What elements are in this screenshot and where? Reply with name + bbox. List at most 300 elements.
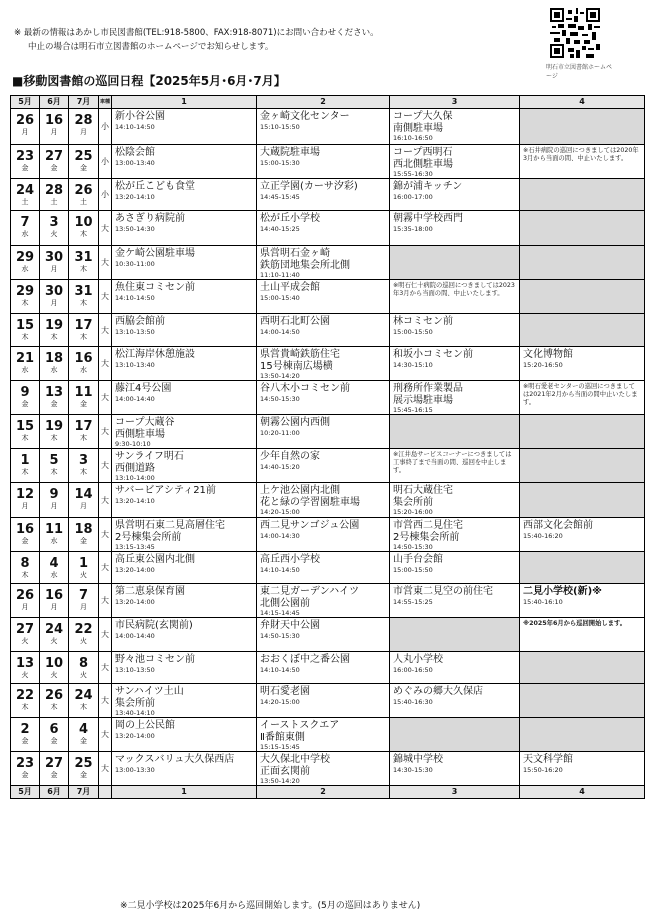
stop-name: 刑務所作業製品 展示場駐車場 [393,383,463,406]
date-may [11,415,40,449]
stop-cell [390,518,520,552]
stop-cell [390,684,520,718]
date-weekday: 月 [21,603,29,611]
date-jun [40,179,69,211]
stop-time: 14:00-14:40 [115,631,155,640]
date-weekday: 月 [50,128,58,136]
stop-name: 藤江4号公園 [115,383,172,394]
stop-cell [257,684,390,718]
date-jul [69,483,99,518]
date-weekday: 土 [50,198,58,206]
vehicle-type: 小 [99,145,112,179]
date-weekday: 火 [80,637,87,645]
date-weekday: 土 [80,198,87,206]
date-day: 9 [20,385,30,400]
date-day: 4 [78,722,89,737]
date-jun [40,449,69,483]
stop-cell [520,347,645,381]
vehicle-type: 大 [99,449,112,483]
footer-col-1: 1 [112,786,257,799]
stop-name: 松が丘こども食堂 [115,181,195,192]
date-jul [69,684,99,718]
date-may [11,718,40,752]
empty-cell [520,211,645,246]
stop-time: 9:30-10:10 [115,440,151,448]
stop-name: 天文科学館 [523,754,573,765]
date-day: 23 [15,756,35,771]
date-jun [40,211,69,246]
date-weekday: 土 [21,198,29,206]
table-row [11,280,645,314]
date-may [11,449,40,483]
date-day: 2 [20,722,30,737]
date-day: 24 [44,622,64,637]
header-jul: 7月 [69,96,99,109]
date-weekday: 金 [80,737,87,745]
date-weekday: 金 [80,771,87,779]
note-cell [390,449,520,483]
table-row [11,618,645,652]
stop-cell [112,752,257,786]
date-weekday: 月 [80,502,87,510]
footer-kind [99,786,112,799]
date-weekday: 木 [50,333,58,341]
stop-name: 市営西二見住宅 2号棟集会所前 [393,520,463,543]
date-day: 26 [15,113,35,128]
date-day: 28 [44,183,64,198]
table-row [11,752,645,786]
stop-time: 15:10-15:50 [260,122,300,131]
date-weekday: 木 [80,333,87,341]
stop-name: 西二見サンゴジュ公園 [260,520,360,531]
stop-time: 16:00-16:50 [393,665,433,674]
table-row [11,652,645,684]
stop-time: 14:10-14:50 [115,122,155,131]
date-day: 14 [74,487,93,502]
cell-note: ※2025年6月から巡回開始します。 [523,620,627,627]
stop-name: めぐみの郷大久保店 [393,686,483,697]
date-day: 26 [44,688,64,703]
date-may [11,347,40,381]
date-jun [40,752,69,786]
date-day: 27 [15,622,35,637]
date-jul [69,752,99,786]
table-row [11,518,645,552]
date-jul [69,314,99,347]
stop-name: 野々池コミセン前 [115,654,195,665]
date-jul [69,280,99,314]
stop-cell [112,179,257,211]
stop-cell [390,145,520,179]
date-day: 30 [44,250,64,265]
date-jun [40,415,69,449]
date-day: 12 [15,487,35,502]
table-row [11,246,645,280]
empty-cell [390,618,520,652]
stop-time: 14:10-14:50 [115,293,155,302]
stop-time: 13:00-13:30 [115,765,155,774]
table-header [11,96,645,109]
stop-time: 13:50-14:30 [115,224,155,233]
stop-name: 錦城中学校 [393,754,443,765]
stop-name: イーストスクエア Ⅱ番館東側 [260,720,340,743]
date-day: 17 [74,419,93,434]
empty-cell [520,652,645,684]
stop-time: 13:10-13:40 [115,360,155,369]
header-jun: 6月 [40,96,69,109]
date-day: 16 [15,522,35,537]
date-day: 16 [74,351,93,366]
stop-cell [390,652,520,684]
empty-cell [520,718,645,752]
table-row [11,684,645,718]
stop-name: 県営明石東二見高層住宅 2号棟集会所前 [115,520,225,543]
date-day: 1 [20,453,30,468]
empty-cell [390,718,520,752]
date-day: 30 [44,284,64,299]
date-jun [40,552,69,584]
stop-name: コープ大蔵谷 西側駐車場 [115,417,175,440]
vehicle-type: 大 [99,584,112,618]
stop-cell [112,280,257,314]
date-jul [69,109,99,145]
date-jun [40,718,69,752]
stop-time: 14:00-14:40 [115,394,155,403]
date-weekday: 水 [21,230,29,238]
stop-name: 松江海岸休憩施設 [115,349,195,360]
table-row [11,109,645,145]
date-weekday: 月 [80,603,87,611]
stop-time: 15:20-16:00 [393,508,433,516]
stop-cell [257,718,390,752]
stop-time: 15:45-16:15 [393,406,433,414]
stop-time: 13:20-14:10 [115,192,155,201]
stop-cell [390,179,520,211]
stop-time: 15:00-15:40 [260,293,300,302]
date-may [11,109,40,145]
header-col-1: 1 [112,96,257,109]
date-weekday: 木 [80,434,87,442]
stop-time: 14:50-15:30 [260,631,300,640]
date-weekday: 水 [50,571,58,579]
stop-cell [112,684,257,718]
date-day: 22 [74,622,93,637]
empty-cell [520,449,645,483]
date-day: 18 [74,522,93,537]
empty-cell [520,280,645,314]
stop-time: 14:10-14:50 [260,565,300,574]
footer-col-4: 4 [520,786,645,799]
date-day: 6 [49,722,59,737]
date-day: 22 [15,688,35,703]
stop-name: 和坂小コミセン前 [393,349,473,360]
stop-name: 東二見ガーデンハイツ 北側公園前 [260,586,360,609]
vehicle-type: 大 [99,618,112,652]
date-day: 27 [44,149,64,164]
date-weekday: 木 [50,434,58,442]
stop-name: 錦が浦キッチン [393,181,463,192]
vehicle-type: 大 [99,246,112,280]
table-row [11,483,645,518]
stop-time: 14:50-15:30 [260,394,300,403]
date-weekday: 月 [50,603,58,611]
date-day: 11 [44,522,64,537]
date-jun [40,584,69,618]
date-day: 27 [44,756,64,771]
date-day: 9 [49,487,59,502]
stop-cell [257,280,390,314]
date-weekday: 金 [21,400,29,408]
note-cell [520,145,645,179]
date-jun [40,145,69,179]
date-jul [69,618,99,652]
note-cell [390,280,520,314]
date-weekday: 金 [50,164,58,172]
date-jul [69,584,99,618]
stop-time: 13:50-14:20 [260,777,300,785]
date-weekday: 水 [50,537,58,545]
date-weekday: 火 [50,637,58,645]
stop-name: 第二恵泉保育園 [115,586,185,597]
footer-may: 5月 [11,786,40,799]
date-jun [40,518,69,552]
date-day: 28 [74,113,93,128]
stop-time: 15:40-16:30 [393,697,433,706]
stop-cell [112,347,257,381]
date-weekday: 水 [21,366,29,374]
stop-time: 15:50-16:20 [523,765,563,774]
date-weekday: 金 [21,737,29,745]
stop-cell [257,145,390,179]
date-weekday: 月 [21,128,29,136]
stop-name: おおくぼ中之番公園 [260,654,350,665]
stop-cell [257,518,390,552]
vehicle-type: 大 [99,211,112,246]
stop-name: 谷八木小コミセン前 [260,383,350,394]
stop-time: 15:20-16:50 [523,360,563,369]
date-weekday: 水 [21,265,29,273]
date-day: 15 [15,318,35,333]
date-weekday: 火 [80,671,87,679]
date-weekday: 月 [50,299,58,307]
date-weekday: 金 [80,164,87,172]
date-jul [69,246,99,280]
stop-time: 15:00-15:50 [393,327,433,336]
date-weekday: 水 [80,366,87,374]
header-kind: 車種 [99,96,112,109]
vehicle-type: 大 [99,518,112,552]
date-jul [69,552,99,584]
header-may: 5月 [11,96,40,109]
date-day: 29 [15,250,35,265]
stop-time: 14:10-14:50 [260,665,300,674]
footer-jun: 6月 [40,786,69,799]
date-day: 11 [74,385,93,400]
date-weekday: 木 [21,299,29,307]
date-may [11,314,40,347]
stop-cell [257,347,390,381]
stop-name: あさぎり病院前 [115,213,185,224]
stop-time: 13:10-14:00 [115,474,155,482]
date-may [11,552,40,584]
date-weekday: 木 [21,333,29,341]
note-cell [520,618,645,652]
stop-time: 14:50-15:30 [393,543,433,551]
date-day: 8 [20,556,30,571]
notice-line-1: ※ 最新の情報はあかし市民図書館(TEL:918-5800、FAX:918-8071)にお問い合わせください。 [14,28,379,38]
stop-cell [112,518,257,552]
date-weekday: 水 [50,366,58,374]
date-day: 31 [74,284,93,299]
stop-time: 13:40-14:10 [115,709,155,717]
stop-name: 金ヶ崎文化センター [260,111,350,122]
stop-name: 朝霧公園内西側 [260,417,330,428]
stop-time: 10:30-11:00 [115,259,155,268]
stop-cell [257,415,390,449]
note-cell [520,381,645,415]
date-day: 3 [78,453,89,468]
date-weekday: 金 [80,400,87,408]
footer-col-3: 3 [390,786,520,799]
stop-time: 15:35-18:00 [393,224,433,233]
stop-name: 大久保北中学校 正面玄関前 [260,754,330,777]
stop-name: 朝霧中学校西門 [393,213,463,224]
stop-name: 上ケ池公園内北側 花と緑の学習園駐車場 [260,485,360,508]
stop-name: 高丘西小学校 [260,554,320,565]
stop-cell [112,718,257,752]
empty-cell [520,179,645,211]
date-weekday: 月 [50,502,58,510]
header-col-2: 2 [257,96,390,109]
table-row [11,179,645,211]
stop-cell [112,211,257,246]
date-jun [40,347,69,381]
date-weekday: 金 [80,537,87,545]
empty-cell [520,552,645,584]
stop-time: 14:15-14:45 [260,609,300,617]
date-jun [40,483,69,518]
empty-cell [390,246,520,280]
stop-time: 13:00-13:40 [115,158,155,167]
stop-cell [257,618,390,652]
date-day: 13 [15,656,35,671]
stop-time: 15:00-15:30 [260,158,300,167]
stop-name: 明石愛老園 [260,686,310,697]
stop-cell [390,347,520,381]
stop-time: 10:20-11:00 [260,428,300,437]
empty-cell [520,109,645,145]
cell-note: ※石井病院の巡回につきましては2020年3月から当面の間、中止いたします。 [523,147,639,162]
date-day: 10 [74,215,93,230]
date-weekday: 火 [21,671,29,679]
stop-cell [112,652,257,684]
date-day: 19 [44,419,64,434]
date-jun [40,280,69,314]
stop-name: 山手台会館 [393,554,443,565]
table-row [11,584,645,618]
stop-time: 13:10-13:50 [115,665,155,674]
date-weekday: 火 [50,671,58,679]
stop-name: 松が丘小学校 [260,213,320,224]
stop-name: 高丘東公園内北側 [115,554,195,565]
date-may [11,752,40,786]
stop-cell [390,314,520,347]
stop-cell [112,109,257,145]
footer-note: ※二見小学校は2025年6月から巡回開始します。(5月の巡回はありません) [120,901,421,911]
vehicle-type: 大 [99,718,112,752]
stop-name: 文化博物館 [523,349,573,360]
vehicle-type: 大 [99,752,112,786]
date-may [11,179,40,211]
stop-cell [257,584,390,618]
date-weekday: 金 [50,737,58,745]
empty-cell [390,415,520,449]
stop-cell [390,381,520,415]
date-day: 8 [78,656,89,671]
stop-cell [112,584,257,618]
stop-name: 金ケ崎公園駐車場 [115,248,195,259]
vehicle-type: 大 [99,314,112,347]
stop-cell [257,752,390,786]
empty-cell [520,483,645,518]
stop-cell [520,518,645,552]
empty-cell [520,314,645,347]
stop-time: 14:30-15:30 [393,765,433,774]
qr-code-icon[interactable] [550,8,600,58]
stop-time: 14:20-15:00 [260,508,300,516]
table-row [11,415,645,449]
date-may [11,618,40,652]
date-may [11,145,40,179]
date-weekday: 金 [50,771,58,779]
stop-cell [257,449,390,483]
stop-time: 16:00-17:00 [393,192,433,201]
stop-time: 15:55-16:30 [393,170,433,178]
date-day: 16 [44,588,64,603]
date-day: 5 [49,453,59,468]
stop-cell [390,584,520,618]
date-weekday: 木 [50,703,58,711]
vehicle-type: 大 [99,415,112,449]
table-row [11,718,645,752]
stop-cell [390,211,520,246]
date-jul [69,415,99,449]
date-may [11,280,40,314]
date-weekday: 火 [80,571,87,579]
stop-time: 13:10-13:50 [115,327,155,336]
stop-name: 大蔵院駐車場 [260,147,320,158]
stop-time: 14:30-15:10 [393,360,433,369]
stop-name: 立正学園(カーサ汐彩) [260,181,358,192]
date-day: 4 [49,556,59,571]
date-jul [69,211,99,246]
stop-cell [257,381,390,415]
vehicle-type: 大 [99,652,112,684]
stop-time: 13:50-14:20 [260,372,300,380]
date-day: 31 [74,250,93,265]
stop-time: 15:00-15:50 [393,565,433,574]
date-weekday: 金 [21,164,29,172]
qr-caption: 明石市立図書館ホームページ [546,64,613,80]
date-day: 21 [15,351,35,366]
stop-time: 13:20-14:00 [115,597,155,606]
vehicle-type: 小 [99,109,112,145]
stop-time: 14:40-15:20 [260,462,300,471]
date-jul [69,518,99,552]
cell-note: ※明石愛老センターの巡回につきましては2021年2月から当面の間中止いたします。 [523,383,638,406]
date-weekday: 月 [21,502,29,510]
date-jul [69,347,99,381]
